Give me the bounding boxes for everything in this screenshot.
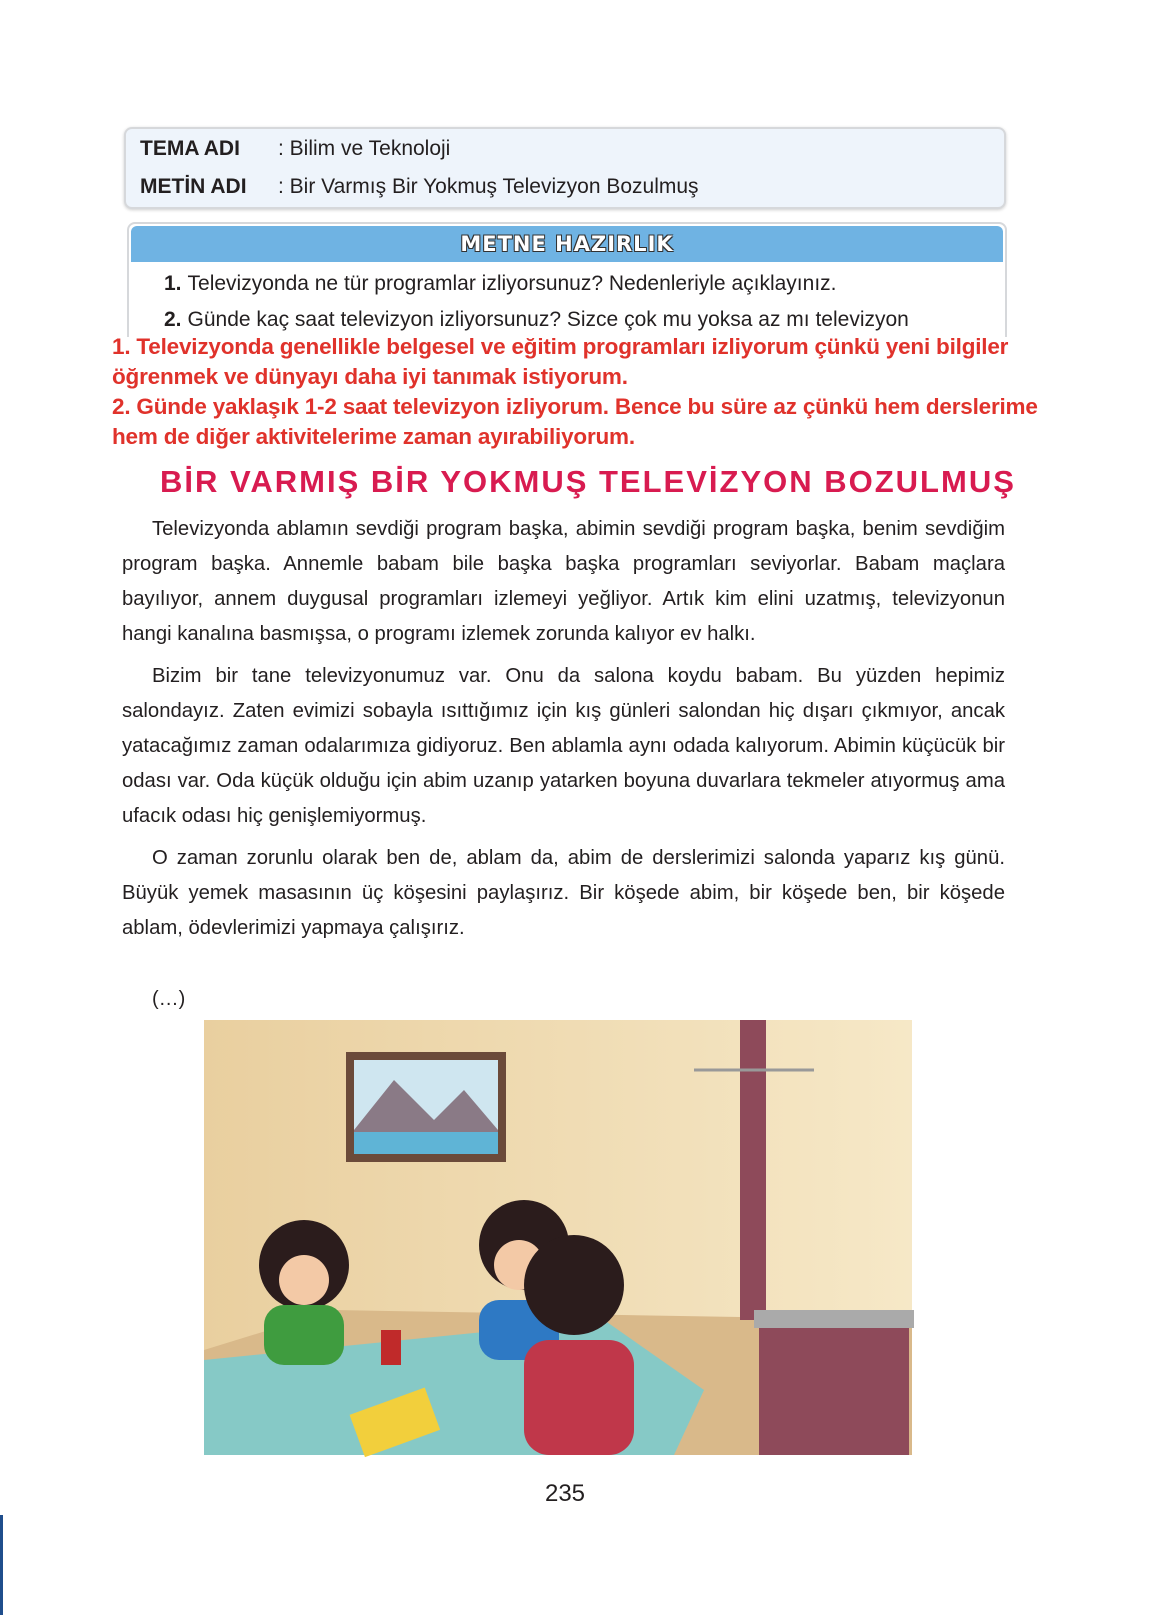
question-2 (164, 308, 909, 332)
answer-line-1: 1. Televizyonda genellikle belgesel ve eğitim programları izliyorum çünkü yeni bilgiler (112, 334, 1009, 359)
landscape-painting (346, 1052, 506, 1162)
paragraph: Televizyonda ablamın sevdiği program başka, abimin sevdiği program başka, benim sevdiğim program başka. Annemle babam bile başka başka programları seviyorlar. Babam maçlara bayılıyor, annem duygusal programları izlemeyi yeğliyor. Artık kim elini uzatmış, televizyonun hangi kanalına basmışsa, o programı izlemek zorunda kalıyor ev halkı. (122, 518, 1005, 645)
ellipsis: (…) (152, 988, 186, 1010)
theme-value: : Bilim ve Teknoloji (278, 137, 451, 160)
answer-line-2: öğrenmek ve dünyayı daha iyi tanımak istiyorum. (112, 364, 628, 389)
theme-row (140, 137, 450, 161)
story-body (122, 512, 1005, 953)
story-title: BİR VARMIŞ BİR YOKMUŞ TELEVİZYON BOZULMUŞ (160, 464, 1016, 499)
paragraph: Bizim bir tane televizyonumuz var. Onu da salona koydu babam. Bu yüzden hepimiz salondayız. Zaten evimizi sobayla ısıttığımız için kış günleri salondan hiç dışarı çıkmıyor, ancak yatacağımız zaman odalarımıza gidiyoruz. Ben ablamla aynı odada kalıyorum. Abimin küçücük bir odası var. Oda küçük olduğu için abim uzanıp yatarken boyuna duvarlara tekmeler atıyormuş ama ufacık odası hiç genişlemiyormuş. (122, 665, 1005, 827)
text-title-label: METİN ADI (140, 175, 247, 198)
answer-line-4: hem de diğer aktivitelerime zaman ayırabiliyorum. (112, 424, 635, 449)
page-number: 235 (544, 1480, 586, 1507)
question-text: Günde kaç saat televizyon izliyorsunuz? Sizce çok mu yoksa az mı televizyon (187, 308, 909, 331)
question-number: 2. (164, 308, 182, 331)
girl-left (259, 1220, 349, 1365)
story-illustration (204, 1020, 912, 1455)
stove (754, 1310, 914, 1455)
text-title-row (140, 175, 699, 199)
answer-line-3: 2. Günde yaklaşık 1-2 saat televizyon izliyorum. Bence bu süre az çünkü hem derslerime (112, 394, 1038, 419)
text-title-value: : Bir Varmış Bir Yokmuş Televizyon Bozulmuş (278, 175, 699, 198)
pencil-cup (381, 1330, 401, 1365)
question-text: Televizyonda ne tür programlar izliyorsunuz? Nedenleriyle açıklayınız. (187, 272, 837, 295)
preparation-heading: METNE HAZIRLIK (460, 232, 674, 256)
question-number: 1. (164, 272, 182, 295)
preparation-header (131, 226, 1003, 262)
theme-label: TEMA ADI (140, 137, 240, 160)
paragraph: O zaman zorunlu olarak ben de, ablam da, abim de derslerimizi salonda yaparız kış günü. Büyük yemek masasının üç köşesini paylaşırız. Bir köşede abim, bir köşede ben, bir köşede ablam, ödevlerimizi yapmaya çalışırız. (122, 847, 1005, 939)
page-edge-bar (0, 1515, 3, 1615)
theme-info-box (124, 127, 1006, 209)
boy-right (524, 1235, 634, 1455)
question-1 (164, 272, 837, 296)
story-title-clipped (140, 464, 1020, 502)
